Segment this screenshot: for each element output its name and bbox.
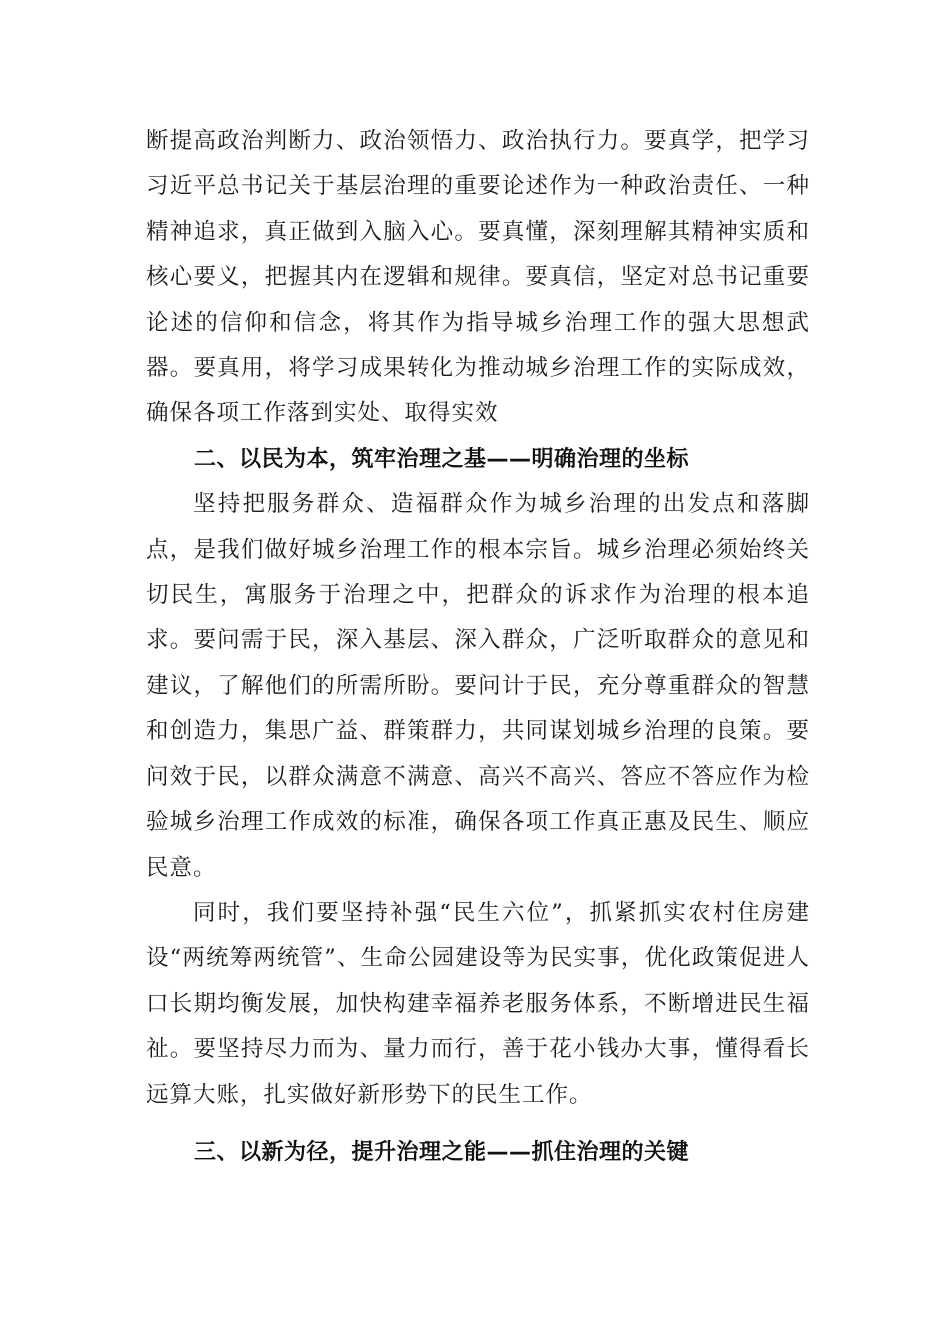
document-body bbox=[146, 119, 810, 1175]
section-heading-two: 二、以民为本，筑牢治理之基——明确治理的坐标 bbox=[194, 446, 690, 472]
paragraph-people-oriented: 坚持把服务群众、造福群众作为城乡治理的出发点和落脚点，是我们做好城乡治理工作的根本宗旨。城乡治理必须始终关切民生，寓服务于治理之中，把群众的诉求作为治理的根本追求。要问需于民，深入基层、深入群众，广泛听取群众的意见和建议，了解他们的所需所盼。要问计于民，充分尊重群众的智慧和创造力，集思广益、群策群力，共同谋划城乡治理的良策。要问效于民，以群众满意不满意、高兴不高兴、答应不答应作为检验城乡治理工作成效的标准，确保各项工作真正惠及民生、顺应民意。 bbox=[146, 491, 810, 881]
paragraph-continued: 断提高政治判断力、政治领悟力、政治执行力。要真学，把学习习近平总书记关于基层治理的重要论述作为一种政治责任、一种精神追求，真正做到入脑入心。要真懂，深刻理解其精神实质和核心要义，把握其内在逻辑和规律。要真信，坚定对总书记重要论述的信仰和信念，将其作为指导城乡治理工作的强大思想武器。要真用，将学习成果转化为推动城乡治理工作的实际成效，确保各项工作落到实处、取得实效 bbox=[146, 128, 810, 427]
section-heading-three: 三、以新为径，提升治理之能——抓住治理的关键 bbox=[194, 1139, 690, 1165]
paragraph-livelihood: 同时，我们要坚持补强“民生六位”，抓紧抓实农村住房建设“两统筹两统管”、生命公园建设等为民实事，优化政策促进人口长期均衡发展，加快构建幸福养老服务体系，不断增进民生福祉。要坚持尽力而为、量力而行，善于花小钱办大事，懂得看长远算大账，扎实做好新形势下的民生工作。 bbox=[146, 899, 810, 1108]
